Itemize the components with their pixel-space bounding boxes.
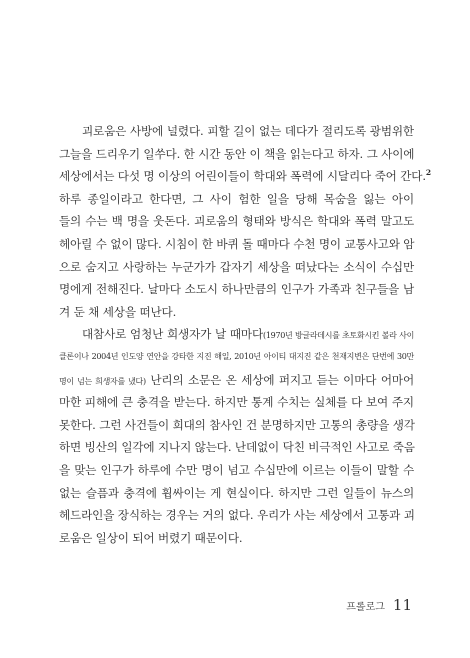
text-line-end: 다. — [411, 169, 426, 184]
body-text — [59, 120, 431, 549]
text-line: 괴로움은 사방에 널렸다. 피할 길이 없는 데다가 절리도록 광범위한 — [82, 124, 414, 138]
text-line: 하면 빙산의 일각에 지나지 않는다. 난데없이 닥친 비극적인 사고로 죽음 — [59, 440, 415, 455]
text-line: 마한 피해에 큰 충격을 받는다. 하지만 통계 수치는 실체를 다 보여 주지 — [59, 395, 414, 410]
text-line — [59, 165, 431, 188]
text-line: 그늘을 드리우기 일쑤다. 한 시간 동안 이 책을 읽는다고 하자. 그 사이에 — [59, 146, 415, 161]
text-line-main: 난리의 소문은 온 세상에 퍼지고 듣는 이마다 어마어 — [145, 372, 414, 387]
section-title: 프롤로그 — [346, 602, 385, 613]
text-line: 없는 슬픔과 충격에 휩싸이는 게 현실이다. 하지만 그런 일들이 뉴스의 — [59, 485, 414, 500]
inline-aside-line: 클론이나 2004년 인도양 연안을 강타한 지진 해일, 2010년 아이티 대지진 같은 천재지변은 단번에 30만 — [59, 351, 414, 361]
inline-aside: 명이 넘는 희생자를 냈다) — [59, 376, 146, 386]
text-line: 하루 종일이라고 한다면, 그 사이 험한 일을 당해 목숨을 잃는 아이 — [59, 191, 414, 206]
text-line: 못한다. 그런 사건들이 희대의 참사인 건 분명하지만 고통의 총량을 생각 — [59, 417, 415, 432]
text-line — [59, 369, 414, 392]
text-line: 헤아릴 수 없이 많다. 시침이 한 바퀴 돌 때마다 수천 명이 교통사고와 암 — [59, 236, 415, 251]
text-line: 겨 둔 채 세상을 떠난다. — [59, 304, 177, 319]
text-line — [59, 323, 414, 346]
text-line-main: 대참사로 엄청난 희생자가 날 때마다 — [82, 327, 264, 342]
text-line: 으로 숨지고 사랑하는 누군가가 갑자기 세상을 떠났다는 소식이 수십만 — [59, 259, 414, 274]
text-line: 명에게 전해진다. 날마다 소도시 하나만큼의 인구가 가족과 친구들을 남 — [59, 282, 414, 297]
text-line-part: 세상에서는 다섯 명 이상의 어린이들이 학대와 폭력에 시달리다 죽어 간 — [59, 169, 412, 184]
page-number: 11 — [392, 596, 412, 614]
text-line: 로움은 일상이 되어 버렸기 때문이다. — [59, 530, 243, 545]
page-footer — [346, 596, 412, 614]
text-line: 들의 수는 백 명을 웃돈다. 괴로움의 형태와 방식은 학대와 폭력 말고도 — [59, 214, 414, 229]
footnote-marker: 2 — [425, 168, 431, 178]
text-line: 을 맞는 인구가 하루에 수만 명이 넘고 수십만에 이르는 이들이 말할 수 — [59, 462, 414, 477]
text-line: 헤드라인을 장식하는 경우는 거의 없다. 우리가 사는 세상에서 고통과 괴 — [59, 508, 415, 523]
inline-aside: (1970년 방글라데시를 초토화시킨 볼라 사이 — [263, 331, 414, 341]
